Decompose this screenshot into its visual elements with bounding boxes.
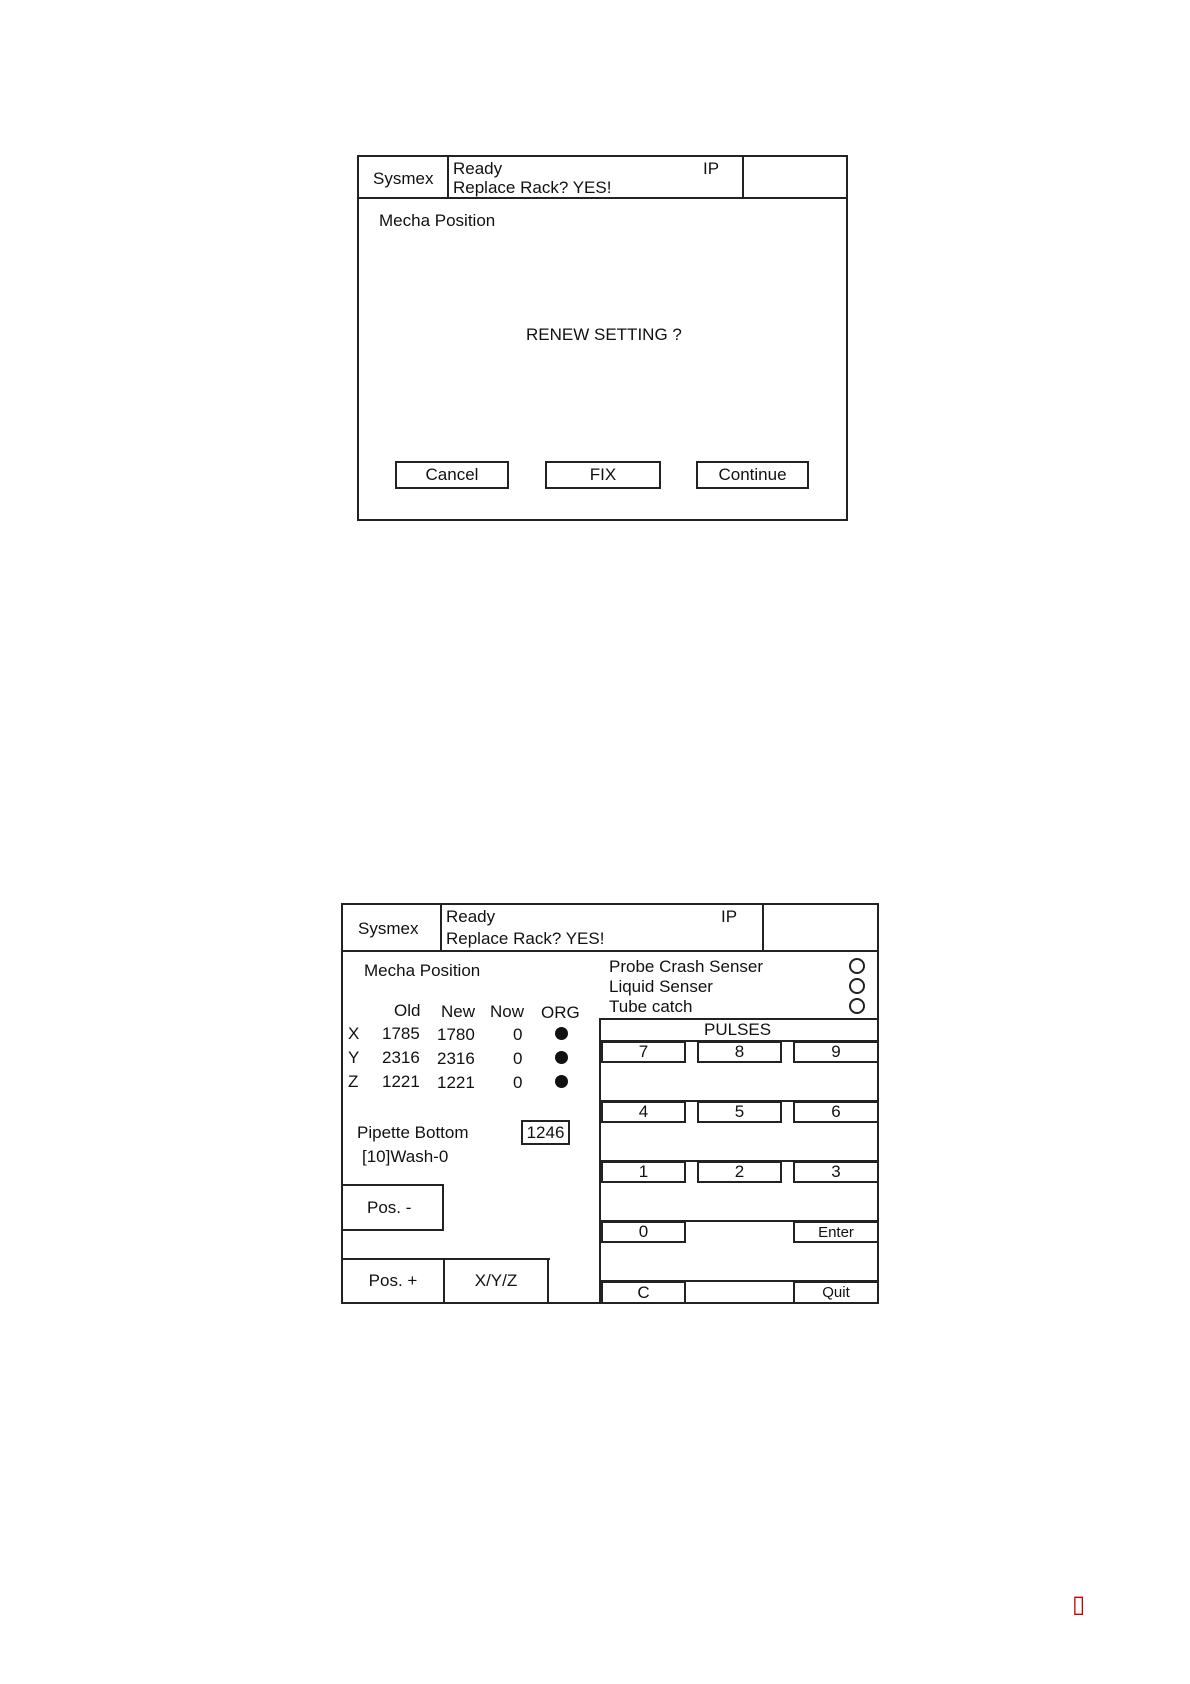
pos-minus-button[interactable]: Pos. -: [341, 1184, 444, 1231]
key-2[interactable]: 2: [697, 1161, 782, 1183]
row-z-old: 1221: [382, 1072, 420, 1091]
sensor-liquid-indicator: [849, 978, 865, 994]
pipette-bottom-label: Pipette Bottom: [357, 1123, 469, 1142]
status-message: Replace Rack? YES!: [446, 929, 605, 948]
mode-indicator: IP: [721, 907, 738, 926]
key-1[interactable]: 1: [601, 1161, 686, 1183]
header-divider: [357, 197, 848, 199]
row-x-new: 1780: [437, 1025, 475, 1044]
brand-label: Sysmex: [373, 169, 434, 188]
row-x-now: 0: [513, 1025, 523, 1044]
xyz-button[interactable]: X/Y/Z: [443, 1258, 549, 1304]
wash-info: [10]Wash-0: [362, 1147, 449, 1166]
sensor-liquid-label: Liquid Senser: [609, 977, 713, 996]
col-header-org: ORG: [541, 1003, 580, 1022]
sensor-probe-crash-indicator: [849, 958, 865, 974]
row-y-now: 0: [513, 1049, 523, 1068]
col-header-now: Now: [490, 1002, 525, 1021]
row-z-axis: Z: [348, 1072, 359, 1091]
row-y-axis: Y: [348, 1048, 360, 1067]
key-9[interactable]: 9: [793, 1041, 879, 1063]
brand-label: Sysmex: [358, 919, 419, 938]
page-title: Mecha Position: [364, 961, 481, 980]
row-x-axis: X: [348, 1024, 360, 1043]
row-z-org-indicator: [555, 1075, 568, 1088]
row-y-old: 2316: [382, 1048, 420, 1067]
fix-button[interactable]: FIX: [545, 461, 661, 489]
key-4[interactable]: 4: [601, 1101, 686, 1123]
enter-button[interactable]: Enter: [793, 1221, 879, 1243]
header-sep-2: [762, 903, 764, 951]
row-x-org-indicator: [555, 1027, 568, 1040]
col-header-old: Old: [394, 1001, 421, 1020]
key-7[interactable]: 7: [601, 1041, 686, 1063]
status-message: Replace Rack? YES!: [453, 178, 612, 197]
continue-button[interactable]: Continue: [696, 461, 809, 489]
key-3[interactable]: 3: [793, 1161, 879, 1183]
key-8[interactable]: 8: [697, 1041, 782, 1063]
row-z-now: 0: [513, 1073, 523, 1092]
key-6[interactable]: 6: [793, 1101, 879, 1123]
sensor-tube-catch-label: Tube catch: [609, 997, 693, 1016]
key-5[interactable]: 5: [697, 1101, 782, 1123]
page-marker-icon: ▯: [1072, 1591, 1086, 1618]
pipette-bottom-value[interactable]: 1246: [521, 1120, 570, 1145]
pos-plus-button[interactable]: Pos. +: [341, 1258, 445, 1304]
header-sep-1: [447, 155, 449, 198]
page-title: Mecha Position: [379, 211, 496, 230]
sensor-tube-catch-indicator: [849, 998, 865, 1014]
row-x-old: 1785: [382, 1024, 420, 1043]
key-0[interactable]: 0: [601, 1221, 686, 1243]
status-text: Ready: [446, 907, 496, 926]
row-y-new: 2316: [437, 1049, 475, 1068]
header-sep-1: [440, 903, 442, 951]
renew-prompt: RENEW SETTING ?: [526, 325, 682, 344]
header-sep-2: [742, 155, 744, 198]
mode-indicator: IP: [703, 159, 720, 178]
row-y-org-indicator: [555, 1051, 568, 1064]
cancel-button[interactable]: Cancel: [395, 461, 509, 489]
status-text: Ready: [453, 159, 503, 178]
col-header-new: New: [441, 1002, 476, 1021]
keypad-title: PULSES: [704, 1020, 772, 1039]
row-z-new: 1221: [437, 1073, 475, 1092]
clear-button[interactable]: C: [601, 1281, 686, 1304]
quit-button[interactable]: Quit: [793, 1281, 879, 1304]
header-divider: [341, 950, 879, 952]
sensor-probe-crash-label: Probe Crash Senser: [609, 957, 764, 976]
